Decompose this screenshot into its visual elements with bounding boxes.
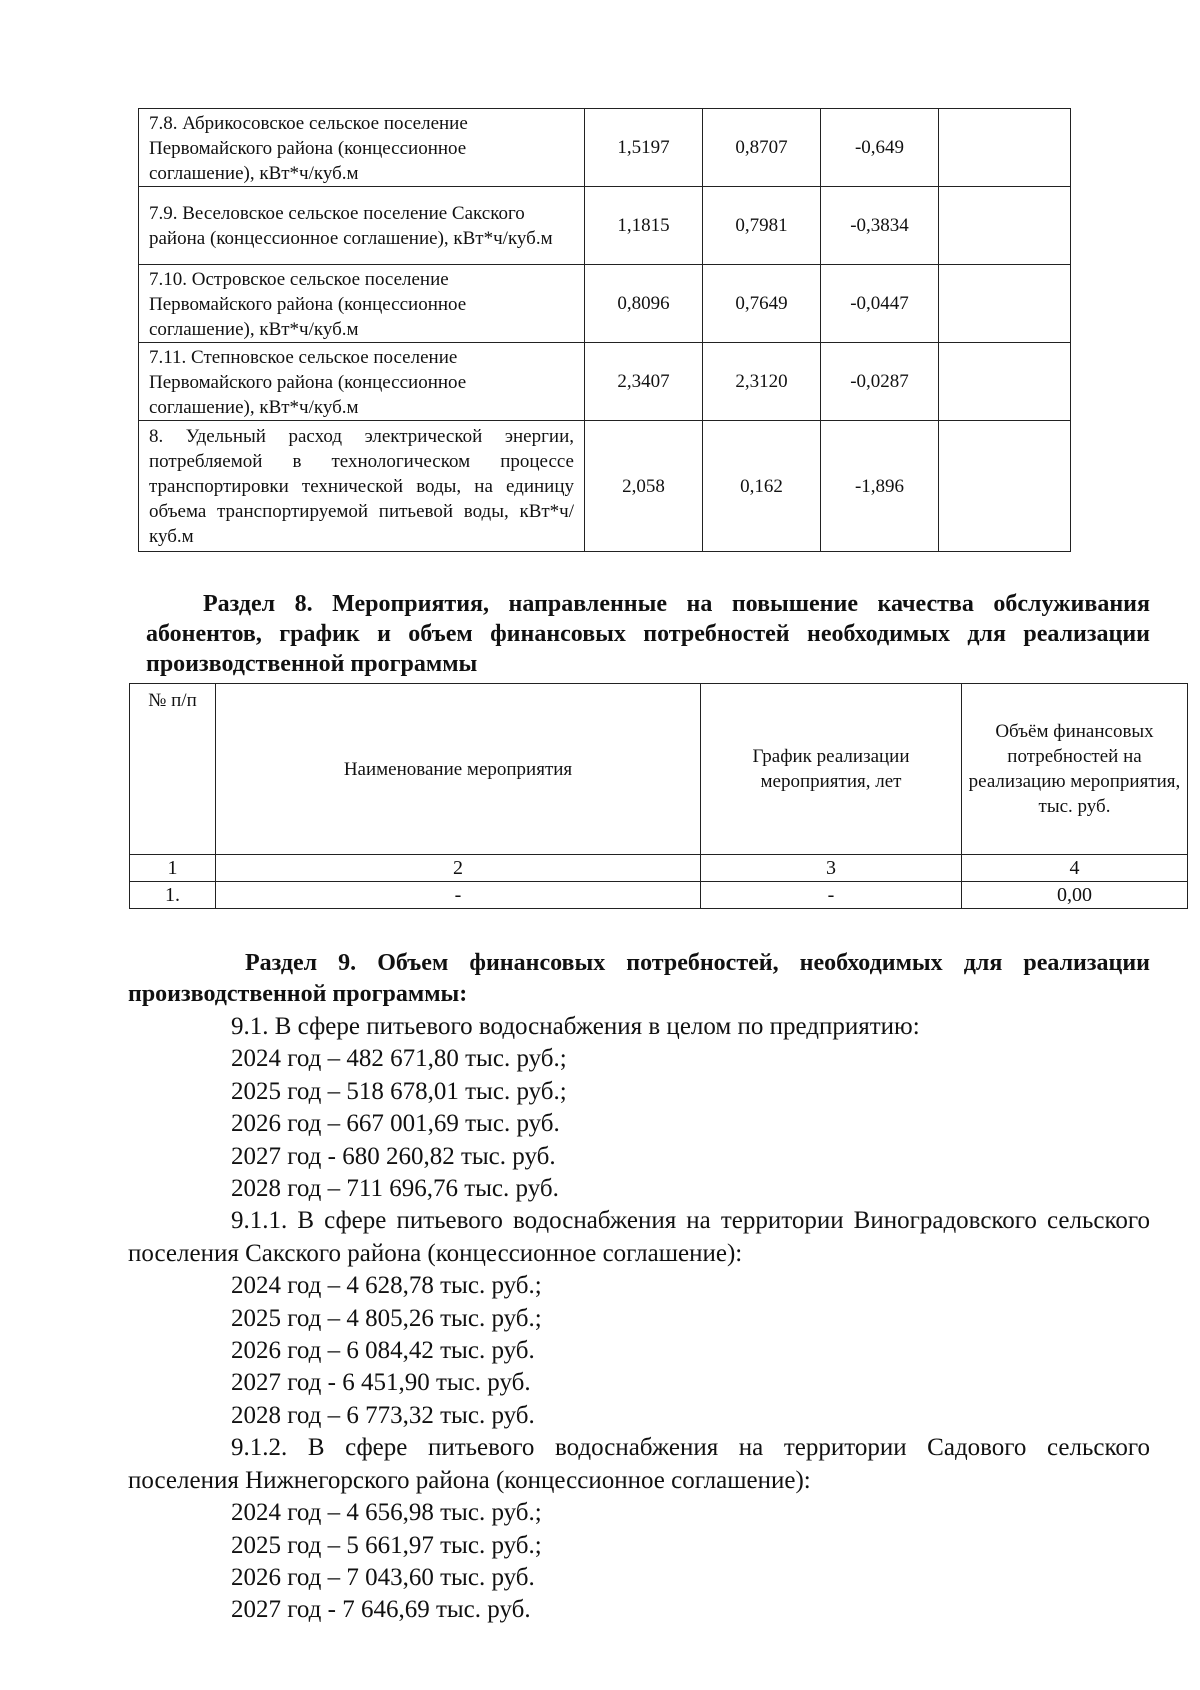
column-header: № п/п [130,684,216,855]
value-cell: -0,0447 [821,265,939,343]
column-number: 3 [701,855,962,882]
indicator-name: 7.11. Степновское сельское поселение Первомайского района (концессионное соглашение), кВт*ч/куб.м [139,343,585,421]
value-cell: 0,7649 [703,265,821,343]
value-cell: -0,0287 [821,343,939,421]
column-number-row [130,855,1188,882]
year-line: 2024 год – 482 671,80 тыс. руб.; [231,1045,567,1073]
paragraph: 9.1.2. В сфере питьевого водоснабжения на территории Садового сельского поселения Нижнегорского района (концессионное соглашение): [128,1434,1150,1494]
row-number: 1. [130,882,216,909]
measure-schedule: - [701,882,962,909]
value-cell: 0,7981 [703,187,821,265]
column-number: 2 [216,855,701,882]
value-cell: -0,3834 [821,187,939,265]
year-line: 2028 год – 711 696,76 тыс. руб. [231,1175,559,1203]
value-cell: 0,162 [703,421,821,552]
measures-table [129,683,1188,909]
measure-amount: 0,00 [962,882,1188,909]
year-line: 2026 год – 667 001,69 тыс. руб. [231,1110,560,1138]
indicator-name: 7.8. Абрикосовское сельское поселение Первомайского района (концессионное соглашение), кВт*ч/куб.м [139,109,585,187]
year-line: 2026 год – 7 043,60 тыс. руб. [231,1563,535,1591]
value-cell: -0,649 [821,109,939,187]
table-header-row [130,684,1188,855]
column-header: Объём финансовых потребностей на реализацию мероприятия, тыс. руб. [962,684,1188,855]
value-cell: 0,8707 [703,109,821,187]
value-cell: 0,8096 [585,265,703,343]
value-cell: 2,3120 [703,343,821,421]
value-cell [939,187,1071,265]
value-cell [939,109,1071,187]
table-row [130,882,1188,909]
year-line: 2026 год – 6 084,42 тыс. руб. [231,1337,535,1365]
year-line: 2027 год - 7 646,69 тыс. руб. [231,1596,531,1624]
value-cell [939,343,1071,421]
year-line: 2025 год – 4 805,26 тыс. руб.; [231,1304,542,1332]
measure-name: - [216,882,701,909]
column-header: Наименование мероприятия [216,684,701,855]
year-line: 2028 год – 6 773,32 тыс. руб. [231,1401,535,1429]
year-line: 2027 год - 6 451,90 тыс. руб. [231,1369,531,1397]
value-cell: -1,896 [821,421,939,552]
column-number: 1 [130,855,216,882]
indicator-name: 7.9. Веселовское сельское поселение Сакского района (концессионное соглашение), кВт*ч/куб.м [139,187,585,265]
value-cell: 1,5197 [585,109,703,187]
table-row [139,265,1071,343]
column-header: График реализации мероприятия, лет [701,684,962,855]
year-line: 2027 год - 680 260,82 тыс. руб. [231,1142,556,1170]
year-line: 2025 год – 518 678,01 тыс. руб.; [231,1077,567,1105]
value-cell: 1,1815 [585,187,703,265]
table-row [139,109,1071,187]
column-number: 4 [962,855,1188,882]
year-line: 2024 год – 4 656,98 тыс. руб.; [231,1499,542,1527]
indicator-name: 7.10. Островское сельское поселение Первомайского района (концессионное соглашение), кВт*ч/куб.м [139,265,585,343]
year-line: 2025 год – 5 661,97 тыс. руб.; [231,1531,542,1559]
section-9-heading: Раздел 9. Объем финансовых потребностей, необходимых для реализации производственной программы: [128,950,1150,1007]
value-cell: 2,3407 [585,343,703,421]
indicators-table [138,108,1071,552]
indicator-name: 8. Удельный расход электрической энергии, потребляемой в технологическом процессе транспортировки технической воды, на единицу объема транспортируемой питьевой воды, кВт*ч/куб.м [139,421,585,552]
paragraph: 9.1.1. В сфере питьевого водоснабжения на территории Виноградовского сельского поселения Сакского района (концессионное соглашение): [128,1207,1150,1267]
paragraph: 9.1. В сфере питьевого водоснабжения в целом по предприятию: [231,1013,920,1040]
value-cell [939,265,1071,343]
year-line: 2024 год – 4 628,78 тыс. руб.; [231,1272,542,1300]
table-row [139,343,1071,421]
table-row [139,187,1071,265]
value-cell [939,421,1071,552]
value-cell: 2,058 [585,421,703,552]
table-row [139,421,1071,552]
section-8-heading: Раздел 8. Мероприятия, направленные на повышение качества обслуживания абонентов, график и объем финансовых потребностей необходимых для реализации производственной программы [146,591,1150,677]
section-9-body [128,1011,1150,1627]
